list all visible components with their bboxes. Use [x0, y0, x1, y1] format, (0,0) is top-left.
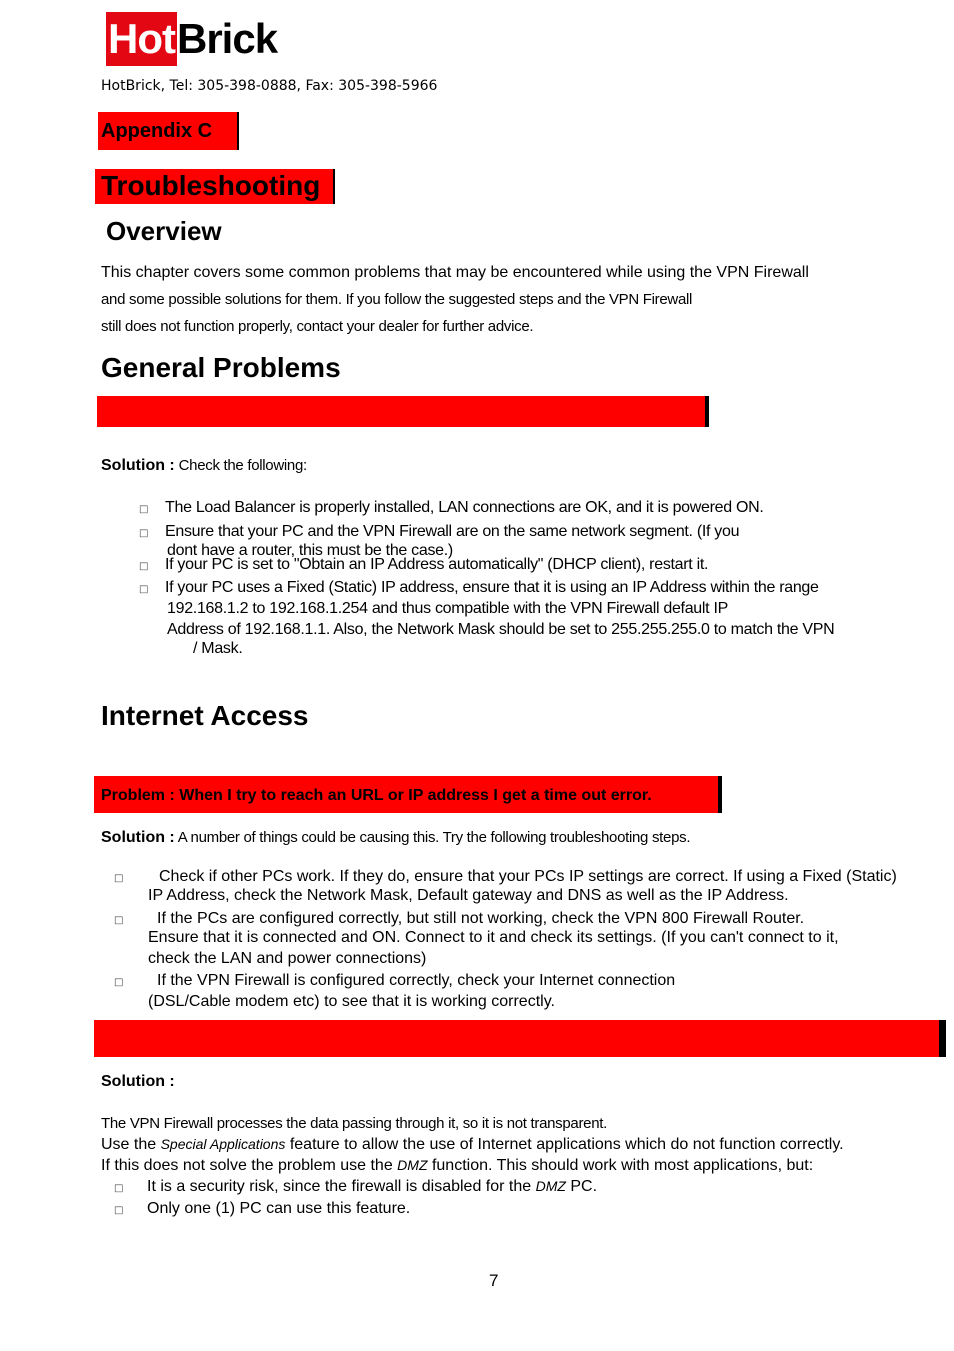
bullet-icon: □ [139, 504, 149, 515]
internet-bullet-2-cont-1: Ensure that it is connected and ON. Connect to it and check its settings. (If you can't connect to it, [148, 929, 839, 946]
internet-bullet-3: □ If the VPN Firewall is configured correctly, check your Internet connection [114, 972, 676, 989]
internet-bullet-2: □ If the PCs are configured correctly, but still not working, check the VPN 800 Firewall Router. [114, 910, 805, 927]
bullet-icon: □ [139, 584, 149, 595]
general-bullet-4: □ If your PC uses a Fixed (Static) IP address, ensure that it is using an IP Address within the range [139, 579, 819, 596]
overview-heading: Overview [106, 216, 222, 246]
overview-line-1: This chapter covers some common problems that may be encountered while using the VPN Firewall [101, 264, 809, 281]
appendix-label: Appendix C [98, 112, 239, 150]
bullet-icon: □ [139, 528, 149, 539]
internet-problem-bar: Problem : When I try to reach an URL or IP address I get a time out error. [94, 776, 722, 813]
logo-hot: Hot [106, 12, 177, 66]
general-problem-bar [97, 396, 709, 427]
general-problems-heading: General Problems [101, 352, 341, 383]
general-bullet-4-cont-1: 192.168.1.2 to 192.168.1.254 and thus compatible with the VPN Firewall default IP [167, 600, 728, 617]
contact-line: HotBrick, Tel: 305-398-0888, Fax: 305-398-5966 [101, 78, 438, 94]
logo-brick: Brick [176, 15, 278, 62]
apps-line-3: If this does not solve the problem use the DMZ function. This should work with most applications, but: [101, 1157, 814, 1174]
apps-line-2: Use the Special Applications feature to allow the use of Internet applications which do not function correctly. [101, 1136, 844, 1153]
internet-bullet-1: □ Check if other PCs work. If they do, ensure that your PCs IP settings are correct. If using a Fixed (Static) [114, 868, 897, 885]
apps-bullet-2: □ Only one (1) PC can use this feature. [114, 1200, 411, 1217]
internet-bullet-3-cont: (DSL/Cable modem etc) to see that it is working correctly. [148, 993, 555, 1010]
general-bullet-3: □ If your PC is set to "Obtain an IP Address automatically" (DHCP client), restart it. [139, 556, 709, 573]
internet-bullet-1-cont: IP Address, check the Network Mask, Default gateway and DNS as well as the IP Address. [148, 887, 789, 904]
general-solution-label: Solution : [101, 457, 175, 474]
bullet-icon: □ [114, 873, 124, 884]
general-bullet-2-cont: dont have a router, this must be the case.) [167, 542, 453, 559]
apps-line-1: The VPN Firewall processes the data passing through it, so it is not transparent. [101, 1115, 607, 1132]
bullet-icon: □ [114, 1183, 124, 1194]
apps-solution-label: Solution : [101, 1073, 175, 1090]
general-bullet-1: □ The Load Balancer is properly installed, LAN connections are OK, and it is powered ON. [139, 499, 764, 516]
general-bullet-4-cont-3: / Mask. [193, 640, 243, 657]
overview-line-2: and some possible solutions for them. If you follow the suggested steps and the VPN Firewall [101, 291, 693, 308]
bullet-icon: □ [114, 1205, 124, 1216]
hotbrick-logo [106, 12, 277, 66]
general-bullet-4-cont-2: Address of 192.168.1.1. Also, the Network Mask should be set to 255.255.255.0 to match the VPN [167, 621, 835, 638]
general-solution [101, 457, 307, 475]
bullet-icon: □ [114, 977, 124, 988]
internet-solution-text: A number of things could be causing this. Try the following troubleshooting steps. [174, 829, 691, 846]
general-solution-text: Check the following: [174, 457, 307, 474]
applications-problem-bar [94, 1020, 946, 1057]
apps-bullet-1: □ It is a security risk, since the firewall is disabled for the DMZ PC. [114, 1178, 598, 1195]
internet-solution-label: Solution : [101, 829, 175, 846]
internet-solution [101, 829, 690, 847]
page-number: 7 [489, 1271, 499, 1290]
internet-bullet-2-cont-2: check the LAN and power connections) [148, 950, 427, 967]
chapter-title: Troubleshooting [95, 169, 335, 204]
overview-line-3: still does not function properly, contact your dealer for further advice. [101, 318, 534, 335]
bullet-icon: □ [114, 915, 124, 926]
bullet-icon: □ [139, 561, 149, 572]
general-bullet-2: □ Ensure that your PC and the VPN Firewall are on the same network segment. (If you [139, 523, 740, 540]
internet-access-heading: Internet Access [101, 700, 309, 731]
